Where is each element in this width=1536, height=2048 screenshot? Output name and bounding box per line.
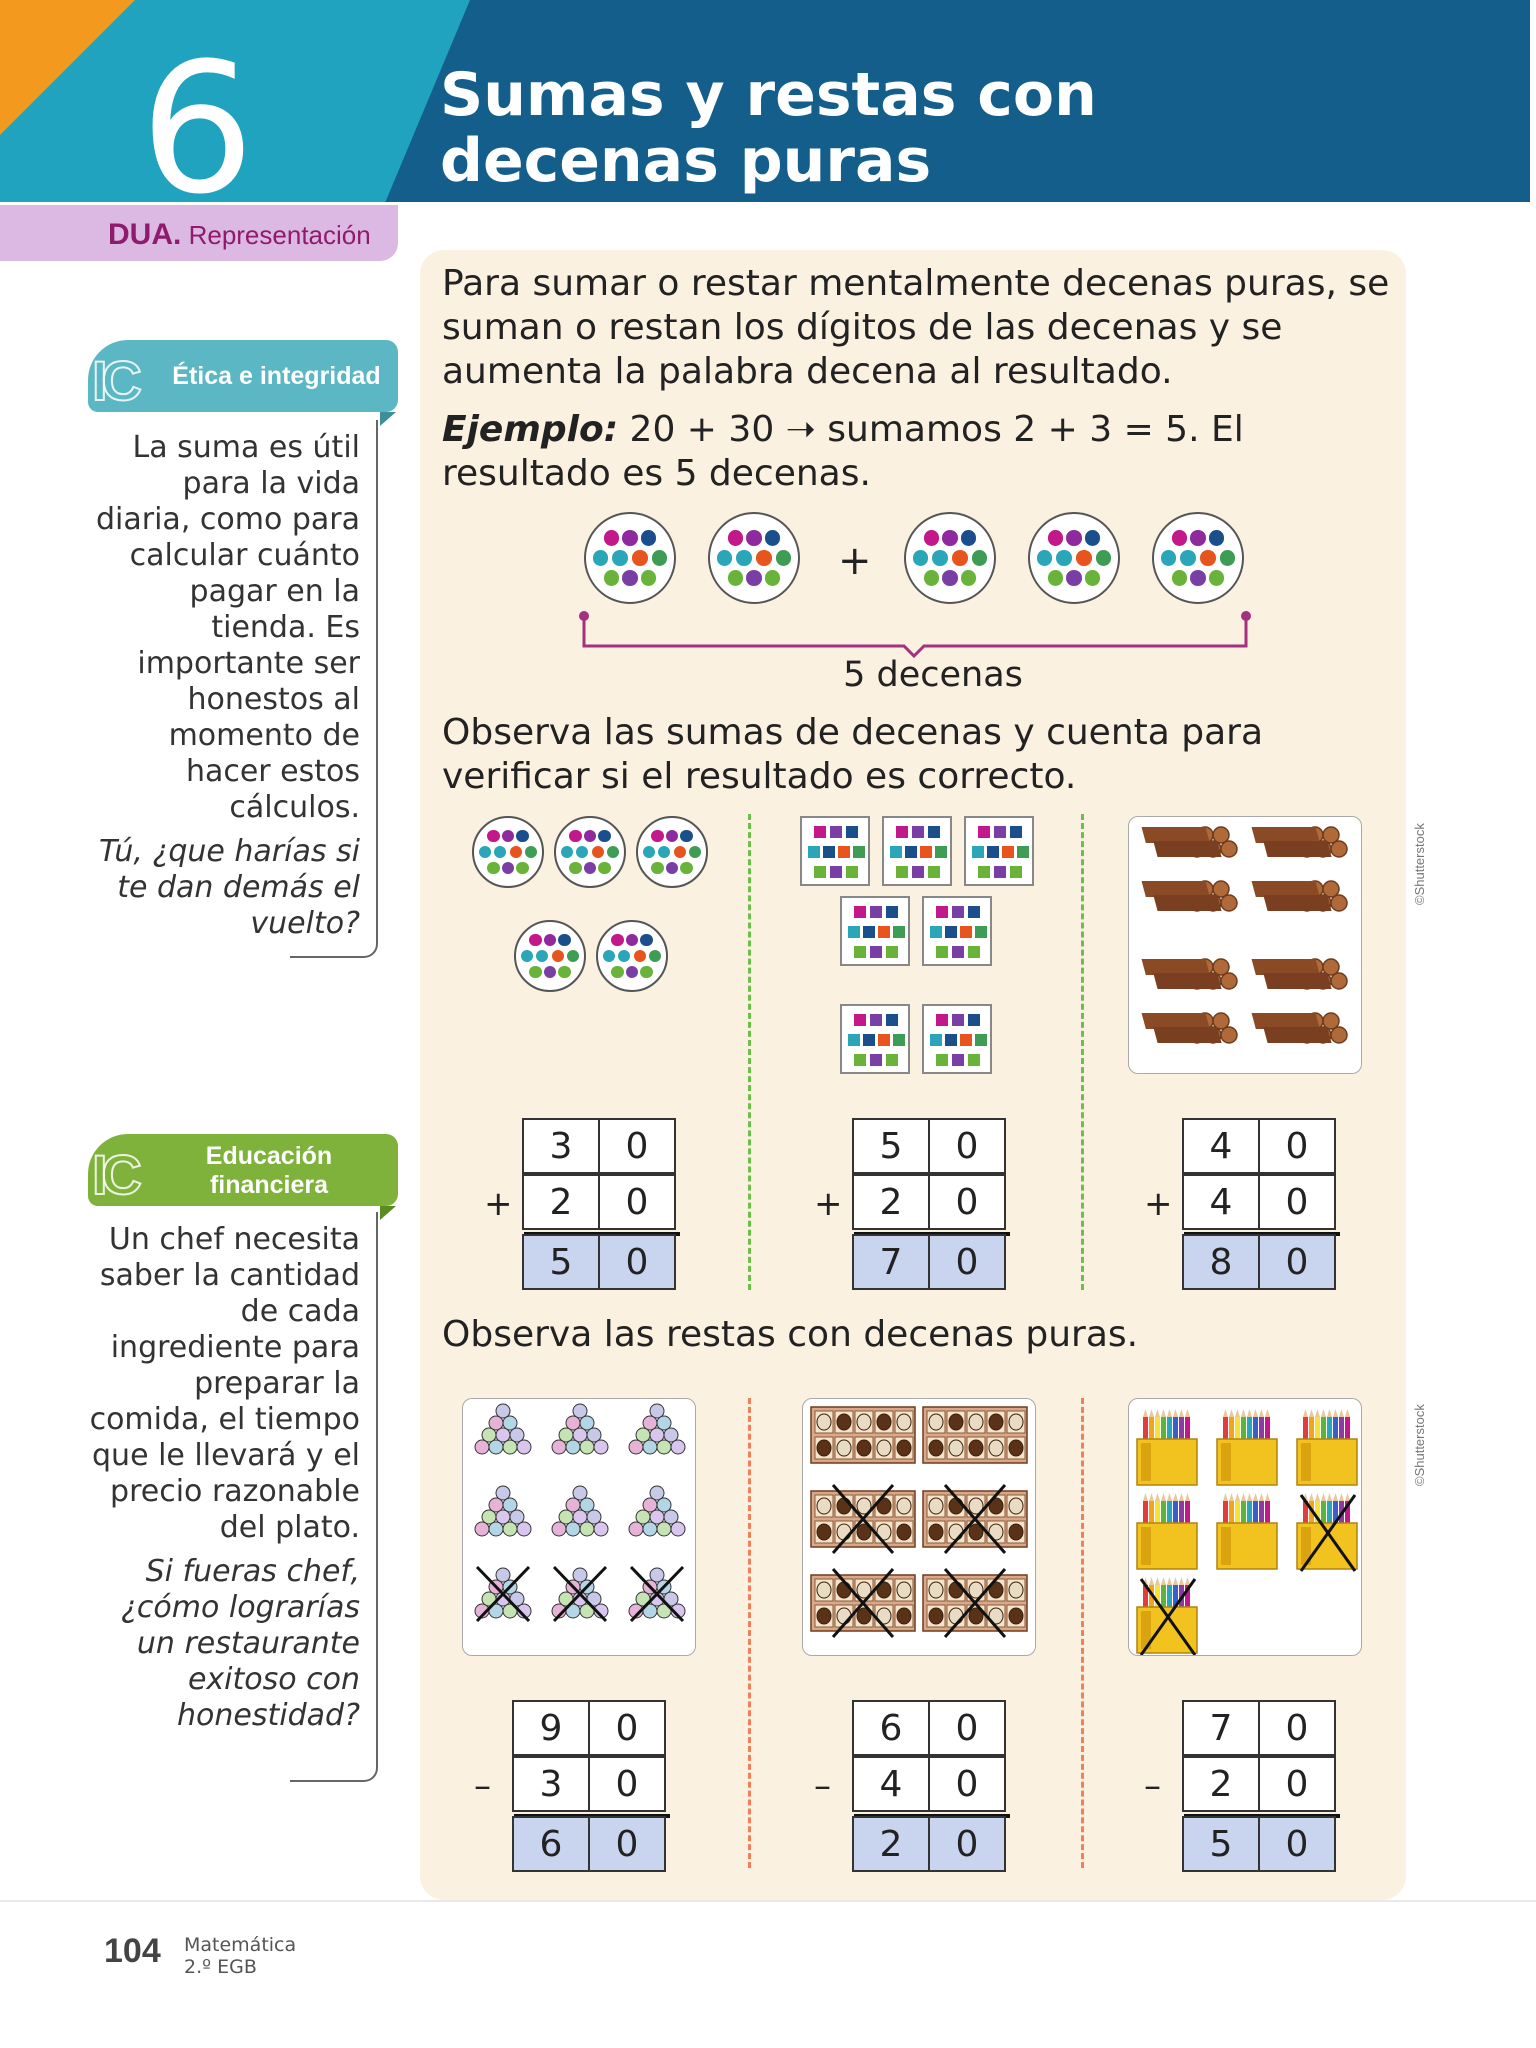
digit-cell: 7 <box>1182 1700 1260 1756</box>
ten-dots-plate-icon <box>584 512 676 604</box>
digit-cell: 6 <box>852 1700 930 1756</box>
digit-cell: 0 <box>928 1174 1006 1230</box>
page-number: 104 <box>104 1932 161 1970</box>
column-operation-grid <box>1144 1120 1340 1288</box>
brace-label: 5 decenas <box>843 655 1023 695</box>
colored-pencils-photo <box>1128 1398 1362 1656</box>
digit-cell: 3 <box>522 1118 600 1174</box>
subject-label: Matemática 2.º EGB <box>184 1934 297 1978</box>
digit-cell: 2 <box>1182 1756 1260 1812</box>
digit-cell: 2 <box>852 1174 930 1230</box>
operator-sign: – <box>814 1766 831 1806</box>
firewood-bundles-icon <box>1129 817 1362 1074</box>
ten-squares-card-icon <box>840 1004 910 1074</box>
ten-squares-card-icon <box>882 816 952 886</box>
divider-line <box>748 814 751 1290</box>
operator-sign: + <box>814 1184 843 1224</box>
column-operation-grid <box>814 1702 1010 1870</box>
subs-instruction: Observa las restas con decenas puras. <box>442 1314 1139 1355</box>
ethics-question: Tú, ¿que harías si te dan demás el vuelto? <box>99 834 360 941</box>
digit-cell: 0 <box>1258 1118 1336 1174</box>
ethics-text: La suma es útil para la vida diaria, como para calcular cuánto pagar en la tienda. Es importante ser honestos al momento de hacer estos cálculos. Tú, ¿que harías si te dan demás el vuelto? <box>80 430 360 942</box>
operator-sign: – <box>1144 1766 1161 1806</box>
operator-sign: + <box>1144 1184 1173 1224</box>
chapter-header <box>0 0 1536 202</box>
finance-question: Si fueras chef, ¿cómo lograrías un restaurante exitoso con honestidad? <box>120 1554 360 1733</box>
ten-dots-plate-icon <box>554 816 626 888</box>
intro-text: Para sumar o restar mentalmente decenas puras, se suman o restan los dígitos de las decenas y se aumenta la palabra decena al resultado. <box>442 263 1390 392</box>
finance-text: Un chef necesita saber la cantidad de cada ingrediente para preparar la comida, el tiempo que le llevará y el precio razonable del plato. Si fueras chef, ¿cómo lograrías un restaurante exitoso con honestidad? <box>80 1222 360 1734</box>
digit-cell: 0 <box>598 1118 676 1174</box>
chapter-number: 6 <box>140 25 255 202</box>
dua-bold-label: DUA. <box>108 218 182 251</box>
result-digit-cell: 5 <box>522 1234 600 1290</box>
digit-cell: 0 <box>588 1700 666 1756</box>
dua-label: Representación <box>188 220 371 250</box>
sums-instruction: Observa las sumas de decenas y cuenta para verificar si el resultado es correcto. <box>442 712 1264 797</box>
digit-cell: 0 <box>1258 1700 1336 1756</box>
result-digit-cell: 0 <box>598 1234 676 1290</box>
result-digit-cell: 2 <box>852 1816 930 1872</box>
ten-squares-card-icon <box>964 816 1034 886</box>
soccer-balls-photo <box>462 1398 696 1656</box>
ethics-tag-label: Ética e integridad <box>172 362 381 390</box>
result-digit-cell: 0 <box>1258 1816 1336 1872</box>
example-text: Ejemplo: 20 + 30 ➝ sumamos 2 + 3 = 5. El resultado es 5 decenas. <box>442 409 1244 494</box>
digit-cell: 0 <box>928 1118 1006 1174</box>
brace-icon <box>574 608 1254 658</box>
ten-squares-card-icon <box>840 896 910 966</box>
ic-logo-icon: IC <box>92 349 136 412</box>
digit-cell: 4 <box>1182 1174 1260 1230</box>
divider-line <box>1081 1398 1084 1868</box>
column-operation-grid <box>1144 1702 1340 1870</box>
ten-dots-plate-icon <box>1152 512 1244 604</box>
photo-credit: ©Shutterstock <box>1412 823 1427 905</box>
operator-sign: – <box>474 1766 491 1806</box>
ic-logo-icon: IC <box>92 1143 136 1206</box>
ten-dots-plate-icon <box>596 920 668 992</box>
result-digit-cell: 0 <box>928 1816 1006 1872</box>
result-digit-cell: 8 <box>1182 1234 1260 1290</box>
digit-cell: 0 <box>928 1700 1006 1756</box>
ten-dots-plate-icon <box>708 512 800 604</box>
dua-badge <box>0 205 398 261</box>
ten-dots-plate-icon <box>514 920 586 992</box>
chocolate-boxes-icon <box>803 1399 1036 1656</box>
digit-cell: 3 <box>512 1756 590 1812</box>
digit-cell: 0 <box>598 1174 676 1230</box>
ten-squares-card-icon <box>800 816 870 886</box>
digit-cell: 4 <box>1182 1118 1260 1174</box>
ten-dots-plate-icon <box>904 512 996 604</box>
digit-cell: 0 <box>1258 1174 1336 1230</box>
result-digit-cell: 0 <box>928 1234 1006 1290</box>
digit-cell: 0 <box>588 1756 666 1812</box>
column-operation-grid <box>484 1120 680 1288</box>
column-operation-grid <box>474 1702 670 1870</box>
divider-line <box>1081 814 1084 1290</box>
digit-cell: 2 <box>522 1174 600 1230</box>
page-title: Sumas y restas con decenas puras <box>440 60 1097 196</box>
soccer-balls-icon <box>463 1399 696 1656</box>
result-digit-cell: 6 <box>512 1816 590 1872</box>
chocolates-photo <box>802 1398 1036 1656</box>
firewood-photo <box>1128 816 1362 1074</box>
result-digit-cell: 5 <box>1182 1816 1260 1872</box>
finance-tag <box>88 1134 398 1206</box>
digit-cell: 0 <box>928 1756 1006 1812</box>
result-digit-cell: 0 <box>588 1816 666 1872</box>
result-digit-cell: 0 <box>1258 1234 1336 1290</box>
ten-squares-card-icon <box>922 896 992 966</box>
operator-sign: + <box>484 1184 513 1224</box>
digit-cell: 5 <box>852 1118 930 1174</box>
ethics-tag <box>88 340 398 412</box>
column-operation-grid <box>814 1120 1010 1288</box>
result-digit-cell: 7 <box>852 1234 930 1290</box>
divider-line <box>748 1398 751 1868</box>
ten-dots-plate-icon <box>1028 512 1120 604</box>
ten-dots-plate-icon <box>472 816 544 888</box>
digit-cell: 4 <box>852 1756 930 1812</box>
digit-cell: 9 <box>512 1700 590 1756</box>
ten-dots-plate-icon <box>636 816 708 888</box>
finance-tag-label: Educación financiera <box>205 1142 333 1199</box>
digit-cell: 0 <box>1258 1756 1336 1812</box>
colored-pencil-boxes-icon <box>1129 1399 1362 1656</box>
photo-credit: ©Shutterstock <box>1412 1404 1427 1486</box>
plus-sign: + <box>838 538 872 584</box>
ten-squares-card-icon <box>922 1004 992 1074</box>
